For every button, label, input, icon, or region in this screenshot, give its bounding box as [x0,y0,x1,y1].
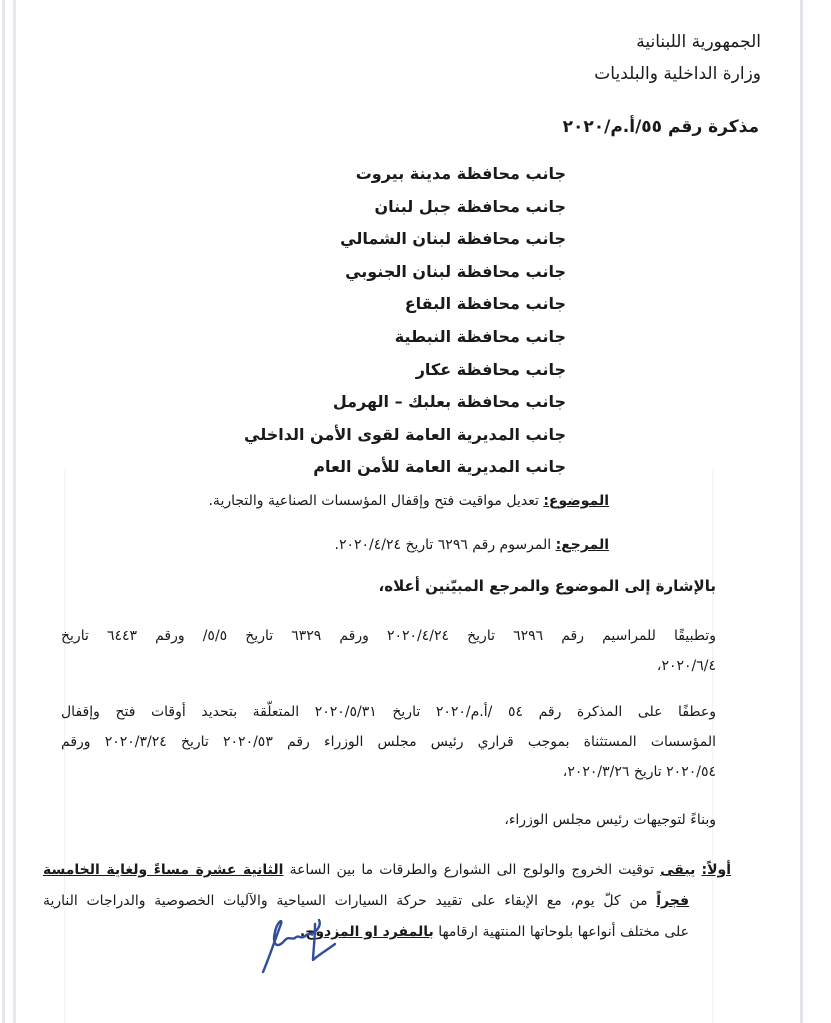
paragraph-line: وتطبيقًا للمراسيم رقم ٦٢٩٦ تاريخ ٢٠٢٠/٤/٢٤ ورقم ٦٣٢٩ تاريخ ٥/٥/ ورقم ٦٤٤٣ تاريخ [61,628,716,644]
first-item-emphasis: الثانية عشرة مساءً ولغاية الخامسة [43,862,284,878]
reference-label: المرجع: [555,537,609,553]
republic-heading: الجمهورية اللبنانية [636,32,761,52]
paragraph-line: ٢٠٢٠/٦/٤، [656,658,716,674]
recipient-item: جانب محافظة مدينة بيروت [355,164,566,183]
ministry-heading: وزارة الداخلية والبلديات [594,64,761,84]
first-item-text: توقيت الخروج والولوج الى الشوارع والطرقات ما بين الساعة [283,862,661,878]
paragraph-decrees [61,621,716,681]
first-item-emphasis: بالمفرد او المزدوج [305,924,434,940]
first-item [43,855,731,948]
page-edge-right [800,0,803,1023]
signature-stroke [263,920,335,972]
subject-line [208,493,609,509]
reference-line [334,537,609,553]
handwritten-signature [255,910,345,980]
first-item-line [43,886,731,917]
recipient-item: جانب محافظة جبل لبنان [374,196,566,216]
first-item-label: أولاً: [701,862,731,878]
reference-text: المرسوم رقم ٦٢٩٦ تاريخ ٢٠٢٠/٤/٢٤. [334,537,556,553]
recipient-item: جانب محافظة النبطية [394,326,566,346]
recipient-list [244,158,566,484]
subject-label: الموضوع: [543,493,609,509]
recipient-item: جانب محافظة بعلبك – الهرمل [332,392,566,412]
recipient-item: جانب محافظة لبنان الجنوبي [345,261,566,281]
recipient-item: جانب محافظة البقاع [404,294,566,314]
recipient-item: جانب محافظة عكار [415,359,566,379]
first-item-emphasis: فجراً [656,893,689,909]
paragraph-line: ٢٠٢٠/٥٤ تاريخ ٢٠٢٠/٣/٢٦، [562,764,716,780]
first-item-line [43,855,731,886]
page-edge-left-inner [13,0,16,1023]
page-edge-left-outer [2,0,5,1023]
first-item-verb: يبقى [660,862,696,878]
subject-text: تعديل مواقيت فتح وإقفال المؤسسات الصناعية والتجارية. [208,493,544,509]
memo-number: مذكرة رقم ٥٥/أ.م/٢٠٢٠ [562,117,759,137]
paragraph-line: المؤسسات المستثناة بموجب قراري رئيس مجلس الوزراء رقم ٢٠٢٠/٥٣ تاريخ ٢٠٢٠/٣/٢٤ ورقم [61,734,717,750]
recipient-item: جانب محافظة لبنان الشمالي [340,229,566,249]
first-item-text: من كلّ يوم، مع الإبقاء على تقييد حركة السيارات السياحية والآليات الخصوصية والدراجات النارية [43,893,657,909]
intro-line: بالإشارة إلى الموضوع والمرجع المبيّنين أعلاه، [378,577,716,595]
first-item-period: . [299,924,306,940]
recipient-item: جانب المديرية العامة للأمن العام [313,457,566,477]
paragraph-directives: وبناءً لتوجيهات رئيس مجلس الوزراء، [504,812,716,828]
paragraph-line: وعطفًا على المذكرة رقم ٥٤ /أ.م/٢٠٢٠ تاريخ ٢٠٢٠/٥/٣١ المتعلّقة بتحديد أوقات فتح وإقفال [61,704,717,720]
recipient-item: جانب المديرية العامة لقوى الأمن الداخلي [244,424,566,444]
first-item-line [43,917,731,948]
first-item-text: على مختلف أنواعها بلوحاتها المنتهية ارقامها [433,924,689,940]
paragraph-previous-memo [61,697,716,787]
